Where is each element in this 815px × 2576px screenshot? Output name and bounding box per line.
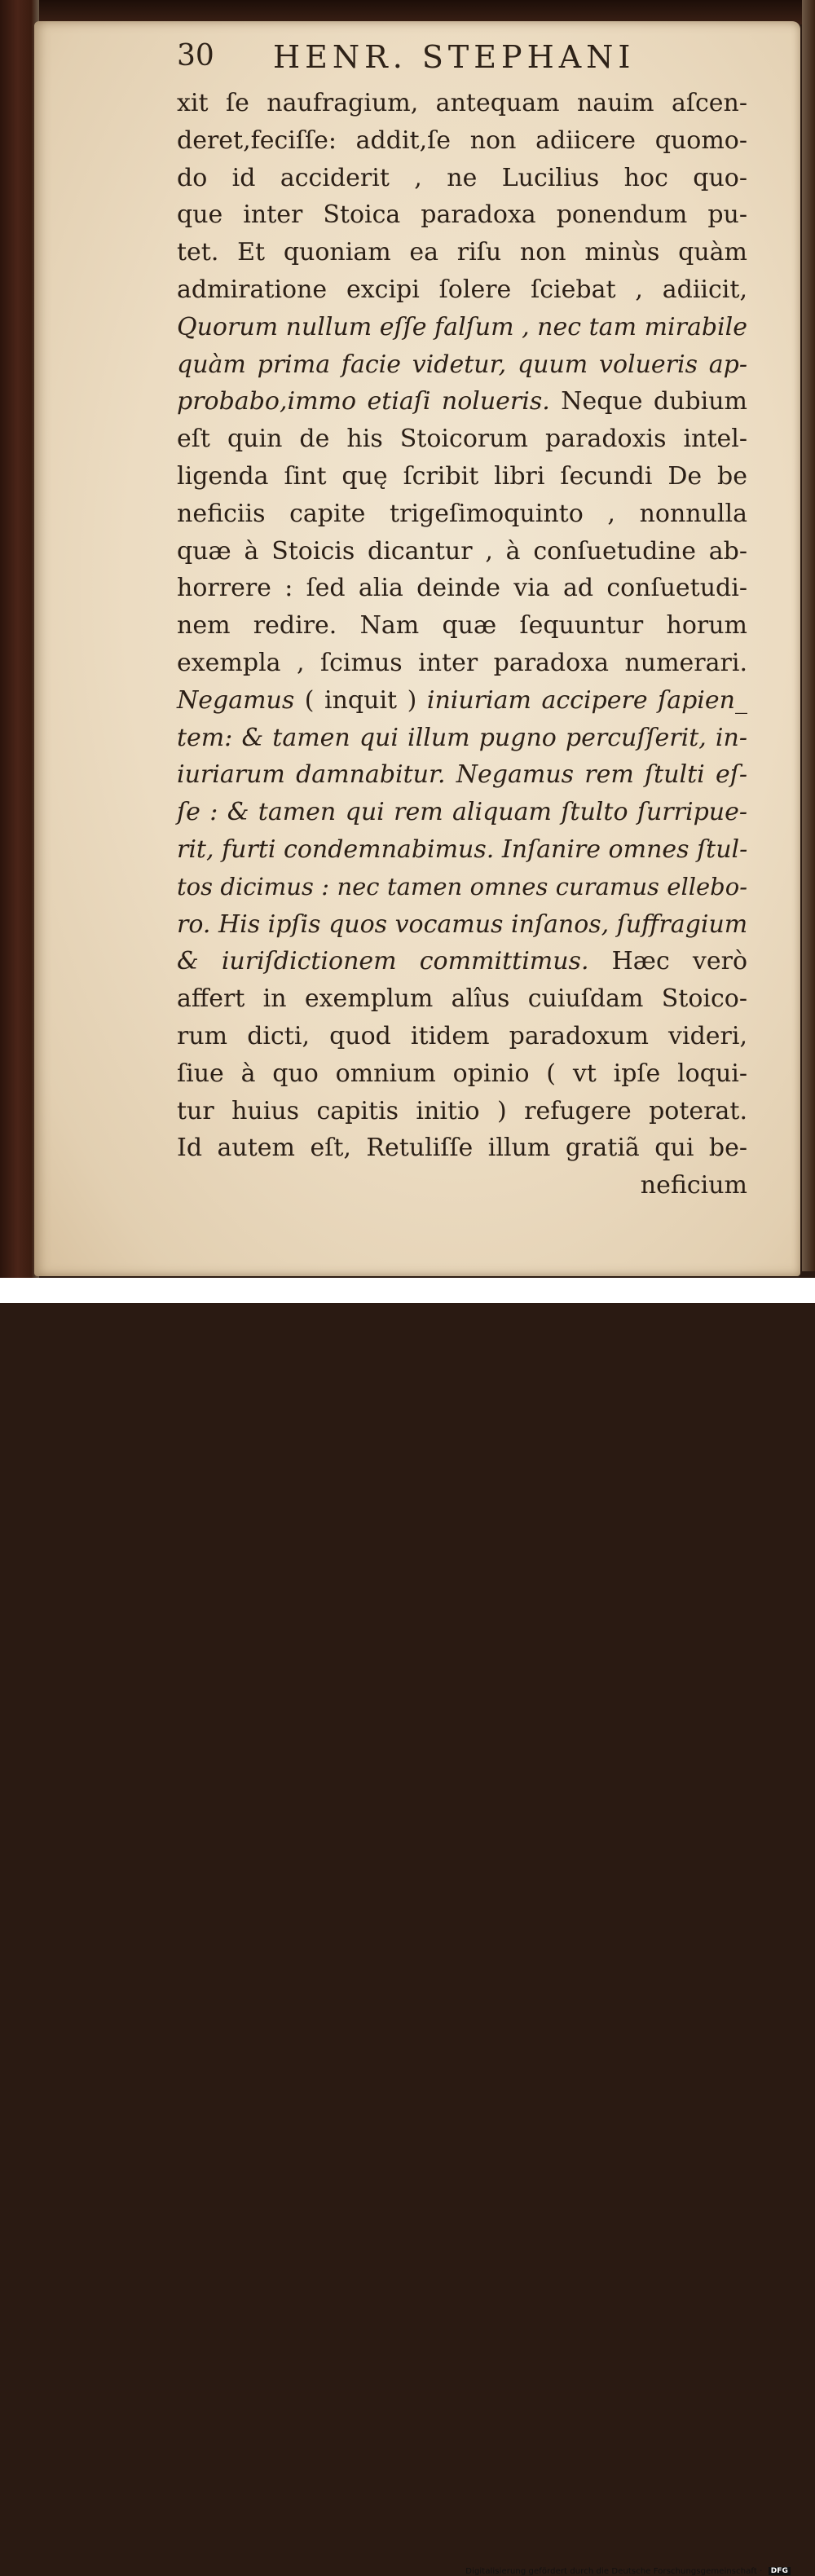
running-title: HENR. STEPHANI: [273, 39, 636, 75]
text-line: [177, 533, 747, 570]
italic-text-segment: quàm prima facie videtur, quum volueris ap-: [177, 350, 747, 379]
text-line: [177, 160, 747, 197]
text-line: [177, 495, 747, 533]
text-line: [177, 570, 747, 607]
text-line: [177, 196, 747, 234]
digitization-credit: [465, 2567, 791, 2576]
text-line: [177, 1018, 747, 1055]
text-segment: ( inquit ): [294, 685, 427, 715]
text-line: [177, 122, 747, 160]
page-number: 30: [177, 39, 214, 73]
italic-text-segment: ſe : & tamen qui rem aliquam ſtulto ſurripue-: [177, 798, 747, 827]
italic-text-segment: probabo,immo etiaſi nolueris.: [177, 387, 550, 416]
italic-text-segment: Quorum nullum eſſe falſum , nec tam mirabile: [177, 312, 747, 341]
text-segment: nem redire. Nam quæ ſequuntur horum: [177, 611, 747, 641]
book-binding-right: [802, 0, 815, 1271]
dfg-logo: DFG: [769, 2567, 791, 2575]
text-segment: quæ à Stoicis dicantur , à conſuetudine ab-: [177, 536, 747, 566]
text-line: [177, 682, 747, 720]
text-line: [177, 383, 747, 421]
text-line: [177, 1055, 747, 1093]
text-segment: tet. Et quoniam ea riſu non minùs quàm: [177, 238, 747, 267]
text-line: [177, 346, 747, 384]
text-line: [177, 85, 747, 122]
text-line: [177, 794, 747, 831]
italic-text-segment: & iuriſdictionem committimus.: [177, 947, 589, 976]
italic-text-segment: iniuriam accipere ſapien_: [426, 685, 747, 715]
text-segment: admiratione excipi ſolere ſciebat , adiicit,: [177, 275, 747, 304]
digitization-credit-text: Digitalisierung gefördert durch die Deutsche Forschungsgemeinschaft ·: [465, 2567, 763, 2576]
italic-text-segment: rit, furti condemnabimus. Inſanire omnes ſtul-: [177, 834, 748, 864]
text-segment: exempla , ſcimus inter paradoxa numerari.: [177, 648, 747, 677]
italic-text-segment: ro. His ipſis quos vocamus inſanos, ſuffragium: [177, 909, 748, 939]
text-line: [177, 458, 747, 495]
text-line: [177, 421, 747, 458]
text-line: [177, 234, 747, 271]
text-line: [177, 607, 747, 645]
text-segment: do id acciderit , ne Lucilius hoc quo-: [177, 163, 747, 192]
italic-text-segment: tos dicimus : nec tamen omnes curamus ellebo-: [177, 872, 747, 900]
text-line: [177, 645, 747, 682]
text-segment: Neque dubium: [549, 387, 748, 416]
text-line: [177, 720, 747, 757]
text-line: [177, 309, 747, 346]
text-line: [177, 271, 747, 309]
text-segment: Hæc verò: [588, 947, 748, 976]
page-header: [177, 39, 698, 80]
text-segment: Id autem eſt, Retuliſſe illum gratiã qui be-: [177, 1134, 747, 1163]
text-segment: deret,feciſſe: addit,ſe non adiicere quomo-: [177, 125, 747, 155]
text-segment: neficiis capite trigeſimoquinto , nonnulla: [177, 499, 747, 528]
text-line: [177, 1167, 747, 1204]
text-line: [177, 906, 747, 944]
text-segment: xit ſe naufragium, antequam nauim aſcen-: [177, 89, 747, 117]
text-line: [177, 1093, 747, 1130]
text-line: [177, 756, 747, 794]
footer-strip: [0, 1278, 815, 2576]
body-text: [177, 85, 747, 1204]
text-segment: eſt quin de his Stoicorum paradoxis intel-: [177, 425, 747, 454]
italic-text-segment: Negamus: [177, 685, 295, 715]
book-binding-left: [0, 0, 39, 1303]
text-segment: que inter Stoica paradoxa ponendum pu-: [177, 200, 747, 230]
text-line: [177, 869, 747, 906]
text-line: [177, 943, 747, 980]
text-segment: affert in exemplum alîus cuiuſdam Stoico-: [177, 984, 747, 1014]
book-page: [34, 21, 800, 1276]
text-line: [177, 980, 747, 1018]
text-segment: ſiue à quo omnium opinio ( vt ipſe loqui-: [177, 1059, 747, 1088]
text-segment: ligenda ſint quę ſcribit libri ſecundi De be: [177, 461, 747, 491]
text-segment: tur huius capitis initio ) refugere poterat.: [177, 1096, 747, 1125]
italic-text-segment: iuriarum damnabitur. Negamus rem ſtulti eſ-: [177, 760, 747, 790]
text-line: [177, 831, 747, 869]
text-segment: rum dicti, quod itidem paradoxum videri,: [177, 1021, 747, 1050]
text-segment: horrere : ſed alia deinde via ad conſuetudi-: [177, 574, 747, 603]
text-line: [177, 1129, 747, 1167]
text-segment: neficium: [640, 1171, 747, 1200]
italic-text-segment: tem: & tamen qui illum pugno percuſſerit, in-: [177, 723, 747, 752]
